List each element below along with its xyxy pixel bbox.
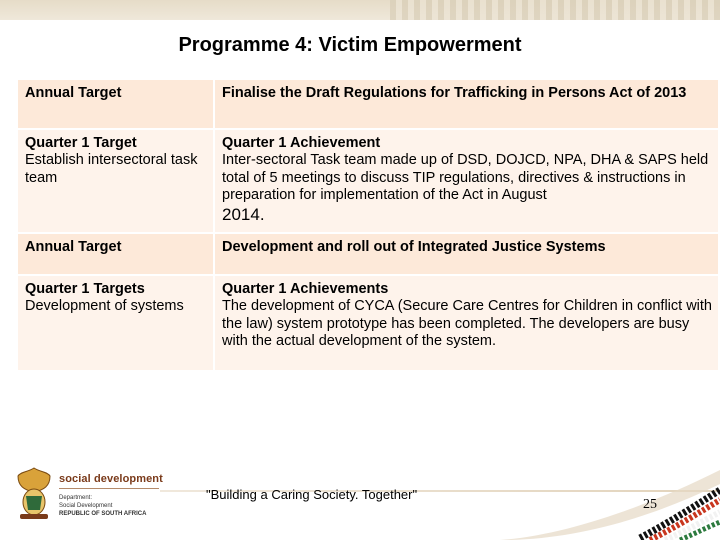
right-heading: Quarter 1 Achievements — [222, 281, 389, 297]
logo-line: Social Development — [59, 503, 113, 510]
right-heading: Development and roll out of Integrated Justice Systems — [222, 239, 606, 255]
left-cell — [17, 233, 214, 275]
table-row — [17, 233, 719, 275]
logo-title: social development — [59, 473, 163, 485]
table-row — [17, 79, 719, 129]
footer-slogan: "Building a Caring Society. Together" — [206, 487, 418, 502]
right-heading: Finalise the Draft Regulations for Trafficking in Persons Act of 2013 — [222, 85, 687, 101]
coat-of-arms-icon — [14, 466, 54, 522]
right-cell — [214, 79, 719, 129]
left-cell — [17, 79, 214, 129]
left-body: Development of systems — [25, 298, 184, 315]
right-body: Inter-sectoral Task team made up of DSD, DOJCD, NPA, DHA & SAPS held total of 5 meetings to discuss TIP regulations, directives & instructions in preparation for implementation of the Act in August — [222, 152, 709, 204]
logo-line: REPUBLIC OF SOUTH AFRICA — [59, 511, 147, 518]
left-cell — [17, 129, 214, 233]
top-decorative-band — [0, 0, 720, 20]
right-heading: Quarter 1 Achievement — [222, 135, 381, 151]
department-logo — [14, 464, 164, 530]
left-heading: Annual Target — [25, 85, 122, 101]
left-heading: Quarter 1 Targets — [25, 281, 145, 297]
right-cell — [214, 129, 719, 233]
top-band-pattern — [390, 0, 720, 20]
targets-table — [16, 78, 720, 372]
page-number: 25 — [643, 497, 657, 512]
table-row — [17, 275, 719, 371]
left-heading: Annual Target — [25, 239, 122, 255]
slide-title: Programme 4: Victim Empowerment — [178, 34, 522, 56]
logo-line: Department: — [59, 495, 93, 501]
logo-department-text — [59, 494, 146, 518]
left-body: Establish intersectoral task team — [25, 152, 198, 186]
logo-rule — [59, 488, 159, 489]
left-cell — [17, 275, 214, 371]
right-cell — [214, 233, 719, 275]
beaded-ribbon-decoration — [500, 470, 720, 540]
right-body-tail: 2014. — [222, 204, 265, 224]
table-row — [17, 129, 719, 233]
left-heading: Quarter 1 Target — [25, 135, 137, 151]
right-cell — [214, 275, 719, 371]
right-body: The development of CYCA (Secure Care Centres for Children in conflict with the law) system prototype has been completed. The developers are busy with the actual development of the system. — [222, 298, 712, 350]
